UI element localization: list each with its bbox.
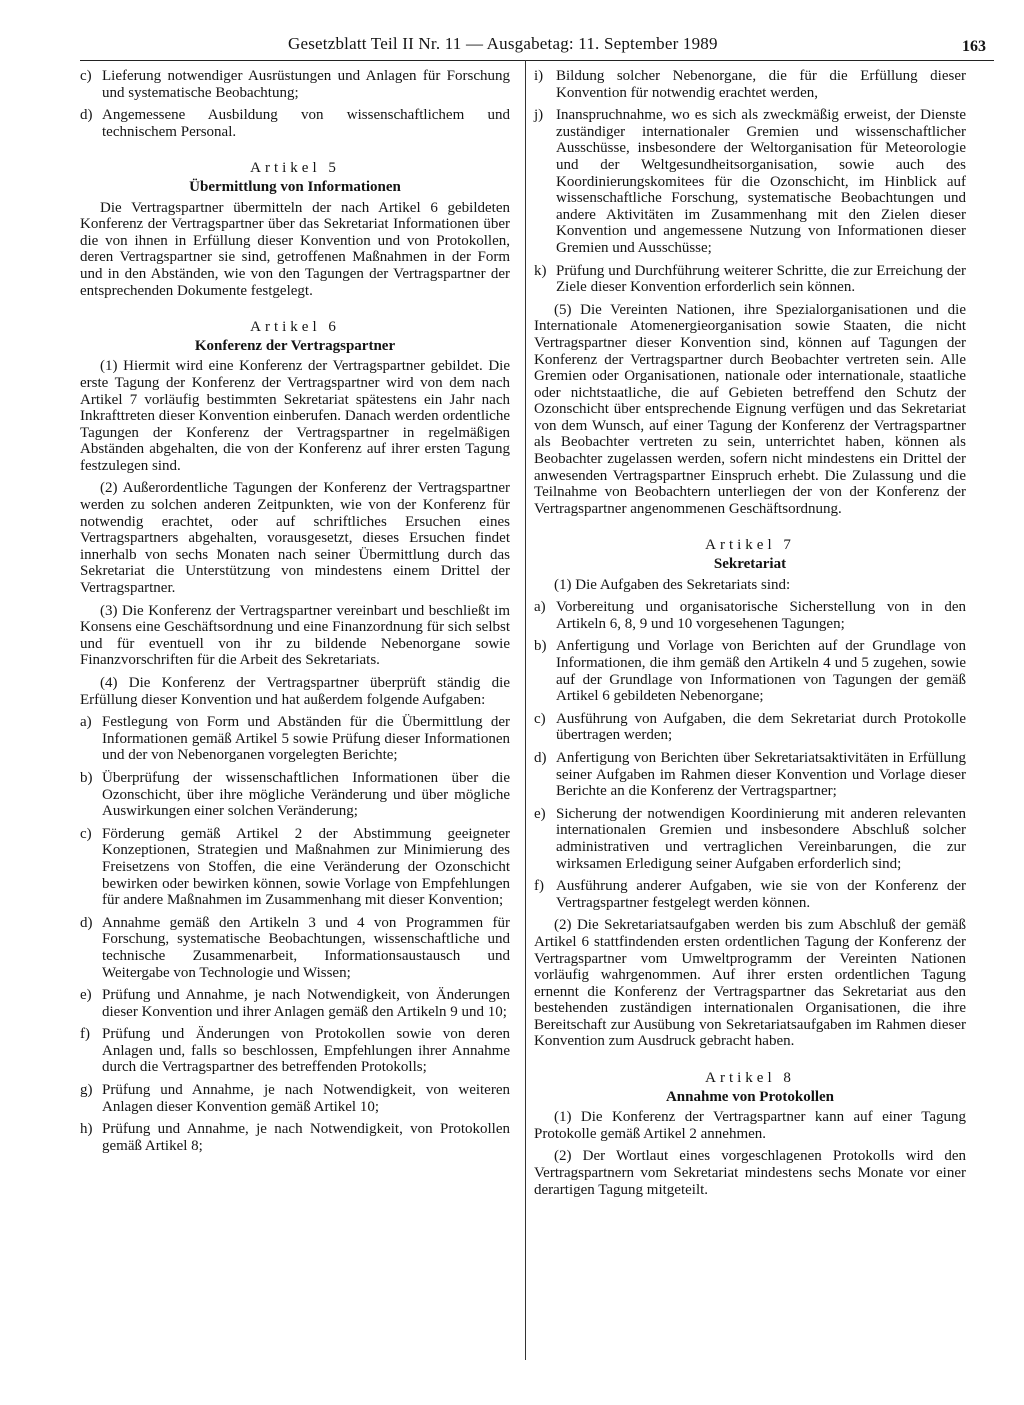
list-item [80,1026,510,1076]
list-item-text: Inanspruchnahme, wo es sich als zweckmäßig erweist, der Dienste zuständiger internationaler Gremien und wissenschaftlicher Ausschüsse, insbesondere der Weltorganisation für Meteorologie und der Weltgesundheitsorganisation, sowie auch des Koordinierungskomitees für die Ozonschicht, im Hinblick auf wissenschaftliche Forschung, systematische Beobachtungen und andere Aktivitäten im Zusammenhang mit den Zielen dieser Konvention und angemessene Nutzung von Informationen dieser Gremien und Ausschüsse; [556,107,966,256]
list-item-label: b) [80,769,93,786]
list-item [80,714,510,764]
list-item-label: d) [534,749,547,766]
article-5-heading: Artikel 5 [250,160,340,177]
list-item [534,878,966,911]
list-item [534,638,966,704]
list-item-label: f) [80,1026,90,1043]
paragraph: (2) Der Wortlaut eines vorgeschlagenen Protokolls wird den Vertragspartnern vom Sekretariat mindestens sechs Monate vor einer derartigen Tagung mitgeteilt. [534,1148,966,1198]
list-item [80,1082,510,1115]
list-item [534,68,966,101]
paragraph: Die Vertragspartner übermitteln der nach Artikel 6 gebildeten Konferenz der Vertragspartner über das Sekretariat Informationen über die von ihnen in Erfüllung dieser Konvention und von Protokollen, deren Vertragspartner sie sind, getroffenen Maßnahmen in der Form und in den Abständen, wie von den Tagungen der Vertragspartner der entsprechenden Dokumente festgelegt. [80,199,510,299]
list-item [534,107,966,256]
paragraph: (5) Die Vereinten Nationen, ihre Spezialorganisationen und die Internationale Atomenergieorganisation sowie Staaten, die nicht Vertragspartner dieser Konvention sind, können auf Tagungen der Konferenz der Vertragspartner durch Beobachter vertreten sein. Alle Gremien oder Organisationen, nationale oder internationale, staatliche oder nichtstaatliche, die auf Gebieten betreffend den Schutz der Ozonschicht über entsprechende Eignung verfügen und das Sekretariat von dem Wunsch, auf einer Tagung der Konferenz der Vertragspartner als Beobachter vertreten zu sein, unterrichtet haben, können als Beobachter zugelassen werden, sofern nicht mindestens ein Drittel der anwesenden Vertragspartner Einspruch erhebt. Die Zulassung und die Teilnahme von Beobachtern unterliegen der von der Konferenz der Vertragspartner angenommenen Geschäftsordnung. [534,301,966,517]
list-item [80,987,510,1020]
list-item-text: Ausführung anderer Aufgaben, wie sie von der Konferenz der Vertragspartner festgelegt werden können. [556,878,966,911]
column-divider [525,60,526,1360]
list-item-label: h) [80,1121,93,1138]
list-item [534,711,966,744]
list-item-text: Annahme gemäß den Artikeln 3 und 4 von Programmen für Forschung, systematische Beobachtungen, wissenschaftliche und technische Zusammenarbeit, Informationsaustausch und Weitergabe von Technologie und Wissen; [102,914,510,981]
list-item-label: e) [80,987,92,1004]
list-item-text: Ausführung von Aufgaben, die dem Sekretariat durch Protokolle übertragen werden; [556,710,966,744]
list-item [534,263,966,296]
list-item [80,915,510,981]
list-item-label: a) [534,599,546,616]
list-item-label: c) [80,68,92,84]
list-item [80,1121,510,1154]
list-item-label: k) [534,262,547,279]
right-column [534,68,966,1204]
paragraph: (1) Die Konferenz der Vertragspartner kann auf einer Tagung Protokolle gemäß Artikel 2 annehmen. [534,1109,966,1142]
list-item-text: Lieferung notwendiger Ausrüstungen und Anlagen für Forschung und systematische Beobachtung; [102,68,510,101]
list-item-label: a) [80,714,92,731]
paragraph: (1) Die Aufgaben des Sekretariats sind: [554,576,791,593]
list-item-text: Angemessene Ausbildung von wissenschaftlichem und technischem Personal. [102,107,510,140]
header-rule [80,60,994,61]
paragraph: (2) Die Sekretariatsaufgaben werden bis zum Abschluß der gemäß Artikel 6 stattfindenden ersten ordentlichen Tagung der Konferenz der Vertragspartner vom Umweltprogramm der Vereinten Nationen vorläufig wahrgenommen. Auf ihrer ersten ordentlichen Tagung ernennt die Konferenz der Vertragspartner das Sekretariat aus den bestehenden zuständigen internationalen Organisationen, die ihre Bereitschaft zur Ausübung von Sekretariatsaufgaben im Rahmen dieser Konvention zum Ausdruck gebracht haben. [534,917,966,1050]
list-item-text: Prüfung und Änderungen von Protokollen sowie von deren Anlagen und, falls so beschlossen, Empfehlungen ihrer Annahme durch die Vertragspartner des betreffenden Protokolls; [102,1026,510,1076]
header-title: Gesetzblatt Teil II Nr. 11 — Ausgabetag: 11. September 1989 [288,34,718,53]
paragraph: (1) Hiermit wird eine Konferenz der Vertragspartner gebildet. Die erste Tagung der Konferenz der Vertragspartner wird von dem nach Artikel 7 vorläufig bestimmten Sekretariat spätestens ein Jahr nach Inkrafttreten dieser Konvention einberufen. Danach werden ordentliche Tagungen der Konferenz der Vertragspartner in regelmäßigen Abständen abgehalten, die von der Konferenz auf ihrer ersten Tagung festzulegen sind. [80,358,510,474]
page-number: 163 [962,38,986,55]
list-item-label: e) [534,805,546,822]
list-item-label: c) [534,710,546,727]
list-item-text: Vorbereitung und organisatorische Sicherstellung von in den Artikeln 6, 8, 9 und 10 vorgesehenen Tagungen; [556,599,966,632]
list-item [80,107,510,140]
list-item-label: d) [80,107,93,124]
list-item-text: Bildung solcher Nebenorgane, die für die Erfüllung dieser Konvention für notwendig erachtet werden, [556,68,966,101]
article-7-title: Sekretariat [713,556,787,573]
list-item-label: f) [534,878,544,895]
list-item-text: Sicherung der notwendigen Koordinierung mit anderen relevanten internationalen Gremien und insbesondere Abschluß solcher administrativen und vertraglichen Vereinbarungen, die zur wirksamen Erledigung seiner Aufgaben erforderlich sind; [556,805,966,872]
list-item-text: Prüfung und Annahme, je nach Notwendigkeit, von Änderungen dieser Konvention und ihrer Anlagen gemäß den Artikeln 9 und 10; [102,987,510,1020]
paragraph: (2) Außerordentliche Tagungen der Konferenz der Vertragspartner werden zu solchen anderen Zeitpunkten, wie von der Konferenz für notwendig erachtet, oder auf schriftliches Ersuchen eines Vertragspartners abgehalten, vorausgesetzt, dieses Ersuchen findet innerhalb von sechs Monaten nach seiner Übermittlung durch das Sekretariat die Unterstützung von mindestens einem Drittel der Vertragspartner. [80,480,510,597]
paragraph: (3) Die Konferenz der Vertragspartner vereinbart und beschließt im Konsens eine Geschäftsordnung und eine Finanzordnung für sich selbst und für eventuell von ihr zu bildende Nebenorgane sowie Finanzvorschriften für die Arbeit des Sekretariats. [80,602,510,669]
list-item-text: Prüfung und Annahme, je nach Notwendigkeit, von Protokollen gemäß Artikel 8; [102,1121,510,1154]
list-item [534,806,966,872]
article-8-heading: Artikel 8 [705,1070,795,1087]
list-item-text: Festlegung von Form und Abständen für die Übermittlung der Informationen gemäß Artikel 5 sowie Prüfung dieser Informationen und der von Nebenorganen vorgelegten Berichte; [102,714,510,764]
article-5-title: Übermittlung von Informationen [189,178,401,195]
list-item-label: j) [534,107,544,124]
list-item-text: Überprüfung der wissenschaftlichen Informationen über die Ozonschicht, über ihre mögliche Veränderung und über mögliche Auswirkungen einer solchen Veränderung; [102,769,510,820]
article-8-title: Annahme von Protokollen [665,1088,835,1105]
list-item [80,68,510,101]
list-item-label: g) [80,1082,93,1099]
paragraph: (4) Die Konferenz der Vertragspartner überprüft ständig die Erfüllung dieser Konvention und hat außerdem folgende Aufgaben: [80,675,510,708]
article-6-title: Konferenz der Vertragspartner [194,337,396,354]
page-header [0,34,1024,58]
list-item-text: Anfertigung und Vorlage von Berichten auf der Grundlage von Informationen, die ihm gemäß den Artikeln 4 und 5 zugehen, sowie auf der Grundlage von Informationen von Tagungen der gemäß Artikel 6 gebildeten Nebenorgane; [556,638,966,705]
list-item-label: i) [534,68,544,84]
article-6-heading: Artikel 6 [250,319,340,336]
list-item [80,826,510,909]
list-item [80,770,510,820]
list-item [534,599,966,632]
list-item-text: Prüfung und Annahme, je nach Notwendigkeit, von weiteren Anlagen dieser Konvention gemäß Artikel 10; [102,1082,510,1115]
list-item-label: d) [80,914,93,931]
list-item-label: c) [80,825,92,842]
list-item-text: Anfertigung von Berichten über Sekretariatsaktivitäten in Erfüllung seiner Aufgaben im Rahmen dieser Konvention und Vorlage dieser Berichte an die Konferenz der Vertragspartner; [556,749,966,800]
list-item-text: Prüfung und Durchführung weiterer Schritte, die zur Erreichung der Ziele dieser Konvention erforderlich sein können. [556,262,966,296]
list-item-text: Förderung gemäß Artikel 2 der Abstimmung geeigneter Konzeptionen, Strategien und Maßnahmen zur Minimierung des Freisetzens von Stoffen, die eine Veränderung der Ozonschicht bewirken oder bewirken können, sowie Vorlage von Empfehlungen für andere Maßnahmen im Zusammenhang mit dieser Konvention; [102,825,510,909]
article-7-heading: Artikel 7 [705,537,795,554]
list-item-label: b) [534,638,547,655]
list-item [534,750,966,800]
left-column [80,68,510,1160]
